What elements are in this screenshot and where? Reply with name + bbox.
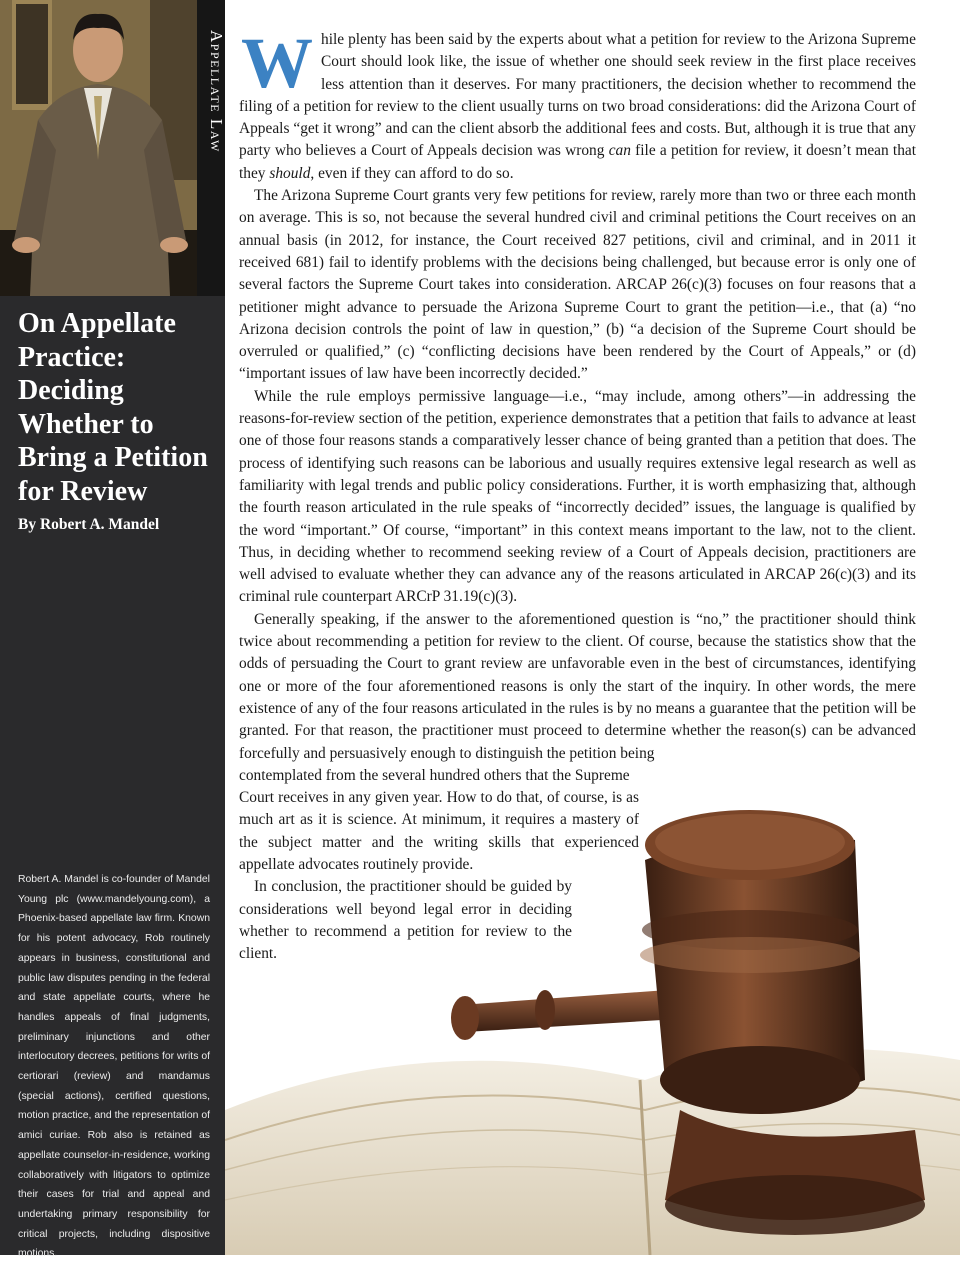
article-title: On Appellate Practice: Deciding Whether to Bring a Petition for Review: [18, 308, 208, 507]
paragraph-4-continuation: Court receives in any given year. How to do that, of course, is as much art as it is science. At minimum, it requires a mastery of the subject matter and the writing skills that experienced appellate advocates routinely provide.: [239, 789, 639, 873]
byline: By Robert A. Mandel: [18, 516, 160, 533]
paragraph-1-text-c: , even if they can afford to do so.: [310, 164, 514, 182]
paragraph-3: While the rule employs permissive language—i.e., “may include, among others”—in addressing the reasons-for-review section of the petition, experience demonstrates that a petition that fails to advance at least one of those four reasons stands a comparatively lesser chance of being granted than a petition that does. The process of identifying such reasons can be laborious and usually requires extensive legal research as well as familiarity with legal trends and public policy considerations. Further, it is worth emphasizing that, although the fourth reason articulated in the rule speaks of “incorrectly decided” issues, the language is qualified by the word “important.” Of course, “important” in this context means important to the law, not to the client. Thus, in deciding whether to recommend seeking review of a Court of Appeals decision, practitioners are well advised to evaluate whether they can advance any of the reasons articulated in ARCAP 26(c)(3) and its criminal rule counterpart ARCrP 31.19(c)(3).: [239, 387, 916, 606]
paragraph-2: The Arizona Supreme Court grants very few petitions for review, rarely more than two or three each month on average. This is so, not because the several hundred civil and criminal petitions the Court receives on an annual basis (in 2012, for instance, the Court received 827 petitions, civil and criminal, and in 2011 it received 681) fail to identify problems with the decisions being challenged, but because error is only one of several factors the Supreme Court takes into consideration. ARCAP 26(c)(3) focuses on four reasons that a petitioner might advance to persuade the Arizona Supreme Court to grant the petition—i.e., that (a) “no Arizona decision controls the point of law in question,” (b) “a decision of the Supreme Court should be overruled or qualified,” (c) “conflicting decisions have been rendered by the Court of Appeals,” or (d) “important issues of law have been incorrectly decided.”: [239, 187, 916, 383]
author-bio: Robert A. Mandel is co-founder of Mandel Young plc (www.mandelyoung.com), a Phoenix-based appellate law firm. Known for his potent advocacy, Rob routinely appears in business, constitutional and public law disputes pending in the federal and state appellate courts, where he handles appeals of final judgments, preliminary injunctions and other interlocutory decrees, petitions for writs of certiorari (review) and mandamus (special actions), certified questions, motion practice, and the representation of amici curiae. Rob also is retained as appellate counselor-in-residence, working collaboratively with litigators to optimize their cases for trial and appeal and undertaking primary responsibility for critical projects, including dispositive motions.: [18, 874, 210, 1260]
paragraph-1-emphasis-should: should: [269, 164, 311, 182]
author-photo: [0, 0, 197, 296]
sidebar: [0, 0, 226, 1260]
article-body: [239, 23, 916, 965]
drop-cap: W: [241, 23, 313, 103]
paragraph-5: In conclusion, the practitioner should be guided by considerations well beyond legal error in deciding whether to recommend a petition for review to the client.: [239, 878, 572, 963]
paragraph-1-text-b: file a petition for review, it doesn’t mean that they: [239, 142, 916, 182]
paragraph-4-full-width: Generally speaking, if the answer to the aforementioned question is “no,” the practitioner should think twice about recommending a petition for review to the client. Of course, because the statistics show that the odds of persuading the Court to grant review are unfavorable even in the best of circumstances, identifying one or more of the four aforementioned reasons is only the start of the inquiry. In other words, the mere existence of any of the four reasons articulated in the rules is by no means a guarantee that the petition will be granted. For that reason, the practitioner must proceed to determine whether the reason(s) can be advanced forcefully and persuasively enough to distinguish the petition being: [239, 610, 916, 762]
paragraph-1: [239, 23, 916, 185]
paragraph-1-text-a: hile plenty has been said by the experts about what a petition for review to the Arizona Supreme Court should look like, the issue of whether one should seek review in the first place receives less attention than it deserves. For many practitioners, the decision whether to recommend the filing of a petition for review to the client usually turns on two broad considerations: did the Arizona Court of Appeals “get it wrong” and can the client absorb the additional fees and costs. But, although it is true that any party who believes a Court of Appeals decision was wrong: [239, 31, 916, 160]
paragraph-1-emphasis-can: can: [608, 142, 631, 160]
author-portrait-illustration: [0, 0, 197, 296]
section-label: Appellate Law: [207, 30, 226, 153]
paragraph-4-narrow-line: contemplated from the several hundred others that the Supreme: [239, 766, 630, 784]
